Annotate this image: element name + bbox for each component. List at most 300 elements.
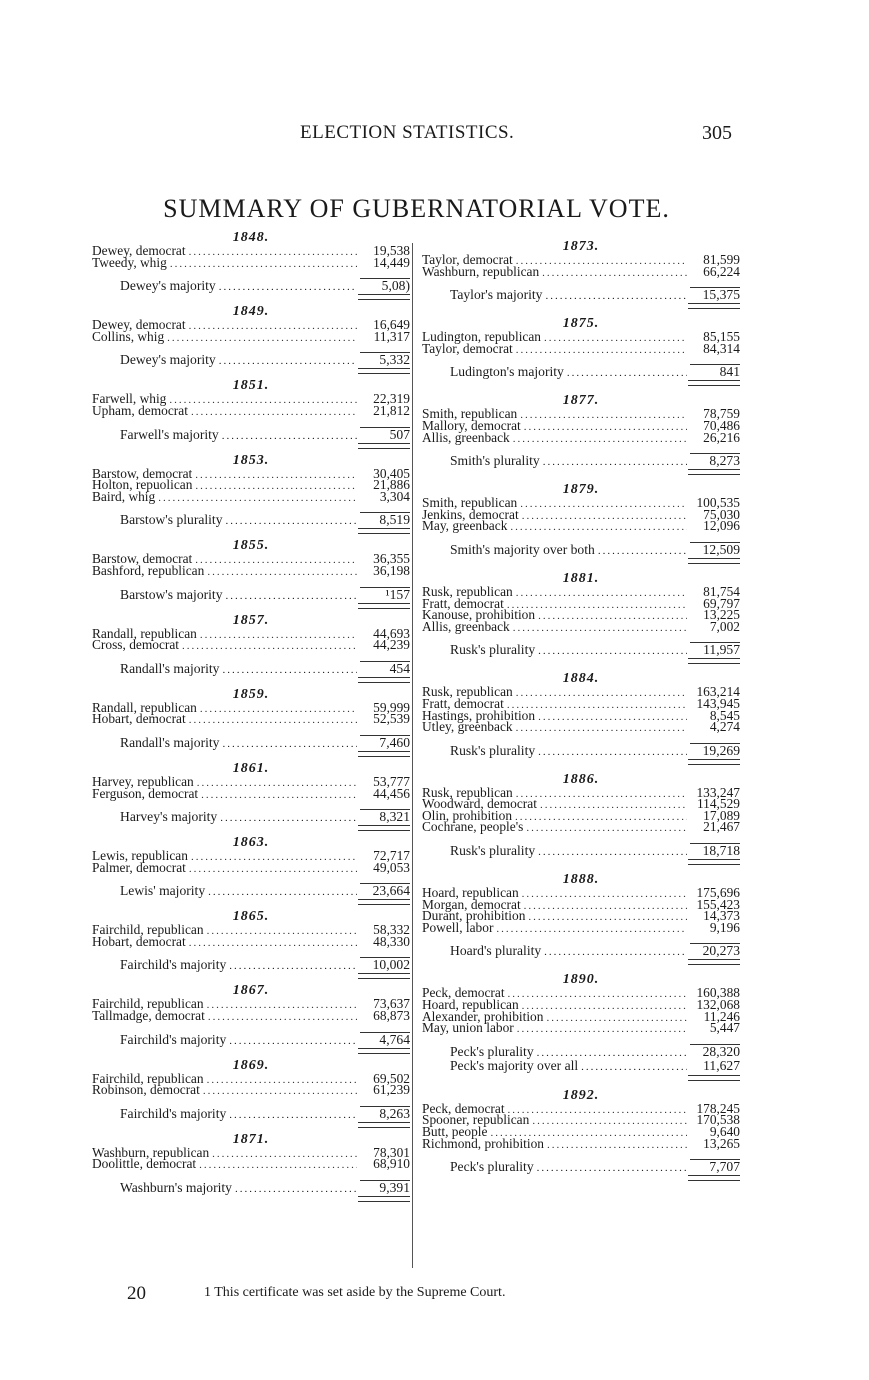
vote-count: 14,449 (373, 254, 410, 270)
result-label: Rusk's plurality (450, 843, 536, 859)
candidate-name: Hoard, republican (422, 885, 519, 901)
result-value: 19,269 (690, 743, 740, 757)
vote-count: 68,873 (373, 1008, 410, 1024)
result-row (422, 743, 740, 758)
candidate-row (422, 1135, 740, 1151)
election-year: 1886. (562, 771, 600, 787)
result-row (92, 352, 410, 367)
result-value: 8,519 (360, 512, 410, 526)
dot-leader (207, 1075, 357, 1087)
election-section (92, 1133, 410, 1207)
candidate-name: Butt, people (422, 1124, 488, 1139)
candidate-name: Rusk, republican (422, 583, 513, 599)
candidate-name: Peck, democrat (422, 1100, 505, 1116)
result-label: Fairchild's majority (120, 1031, 227, 1047)
dot-leader (508, 989, 687, 1001)
vote-count: 30,405 (373, 465, 410, 481)
dot-leader (189, 321, 357, 333)
vote-count: 8,545 (709, 707, 740, 723)
election-year: 1888. (562, 872, 600, 888)
dot-leader (537, 1163, 687, 1175)
election-year: 1853. (232, 452, 270, 468)
result-label: Farwell's majority (120, 426, 219, 442)
candidate-name: Tweedy, whig (92, 254, 167, 270)
election-year: 1884. (562, 671, 600, 687)
dot-leader (189, 715, 357, 727)
result-value: 18,718 (690, 843, 740, 857)
dot-leader (235, 1184, 357, 1196)
vote-count: 36,198 (373, 562, 410, 578)
dot-leader (167, 333, 357, 345)
dot-leader (189, 864, 357, 876)
election-year: 1890. (562, 972, 600, 988)
election-year: 1867. (232, 983, 270, 999)
column-divider (412, 243, 413, 1268)
election-year: 1865. (232, 909, 270, 925)
right-column (422, 240, 740, 1189)
running-head (0, 122, 869, 146)
candidate-row (422, 919, 740, 935)
result-row (422, 943, 740, 958)
election-section (422, 1089, 740, 1189)
candidate-name: Fairchild, republican (92, 922, 204, 938)
dot-leader (170, 259, 357, 271)
candidate-name: Hobart, democrat (92, 711, 186, 727)
dot-leader (169, 395, 357, 407)
result-label: Fairchild's majority (120, 957, 227, 973)
result-value: 7,707 (690, 1159, 740, 1173)
dot-leader (516, 588, 687, 600)
candidate-row (422, 520, 740, 532)
dot-leader (203, 1086, 357, 1098)
dot-leader (195, 555, 357, 567)
vote-count: 21,467 (703, 819, 740, 835)
vote-count: 85,155 (703, 329, 740, 345)
footnote: 1 This certificate was set aside by the Supreme Court. (204, 1285, 506, 1300)
candidate-name: Fratt, democrat (422, 695, 504, 711)
dot-leader (195, 481, 357, 493)
vote-count: 133,247 (696, 784, 740, 800)
result-label: Randall's majority (120, 660, 220, 676)
dot-leader (526, 823, 687, 835)
election-section (422, 973, 740, 1088)
candidate-name: Smith, republican (422, 495, 518, 511)
result-label: Barstow's majority (120, 586, 223, 602)
result-label: Lewis' majority (120, 883, 206, 899)
vote-count: 17,089 (703, 807, 740, 823)
vote-count: 13,265 (703, 1135, 740, 1151)
dot-leader (542, 268, 687, 280)
result-label: Smith's majority over both (450, 541, 595, 557)
dot-leader (208, 887, 357, 899)
election-section (92, 688, 410, 762)
dot-leader (219, 282, 357, 294)
dot-leader (545, 291, 687, 303)
vote-count: 7,002 (709, 618, 740, 634)
candidate-name: Powell, labor (422, 919, 494, 935)
candidate-name: Richmond, prohibition (422, 1135, 544, 1151)
dot-leader (229, 961, 357, 973)
result-row (92, 1106, 410, 1121)
vote-count: 11,317 (373, 328, 410, 344)
candidate-row (92, 785, 410, 801)
candidate-name: Alexander, prohibition (422, 1008, 544, 1024)
candidate-name: Robinson, democrat (92, 1082, 200, 1098)
dot-leader (496, 924, 687, 936)
vote-count: 163,214 (696, 684, 740, 700)
candidate-name: Ludington, republican (422, 329, 541, 345)
election-section (92, 454, 410, 540)
candidate-name: Fairchild, republican (92, 996, 204, 1012)
vote-count: 14,373 (703, 908, 740, 924)
vote-count: 78,301 (373, 1144, 410, 1160)
candidate-name: Washburn, republican (92, 1144, 210, 1160)
vote-count: 21,886 (373, 477, 410, 493)
candidate-name: Allis, greenback (422, 618, 510, 634)
vote-count: 132,068 (696, 997, 740, 1013)
result-value: 23,664 (360, 883, 410, 897)
candidate-name: Rusk, republican (422, 684, 513, 700)
candidate-name: Durant, prohibition (422, 908, 526, 924)
dot-leader (524, 422, 687, 434)
vote-count: 5,447 (709, 1020, 740, 1036)
dot-leader (522, 511, 687, 523)
election-year: 1861. (232, 760, 270, 776)
result-label: Rusk's plurality (450, 742, 536, 758)
election-section (92, 762, 410, 836)
candidate-name: Kanouse, prohibition (422, 607, 536, 623)
candidate-name: Farwell, whig (92, 391, 167, 407)
election-section (422, 572, 740, 672)
vote-count: 69,797 (703, 595, 740, 611)
result-row (92, 427, 410, 442)
vote-count: 58,332 (373, 922, 410, 938)
result-row (92, 809, 410, 824)
election-year: 1857. (232, 612, 270, 628)
result-value: 11,627 (703, 1057, 740, 1073)
result-row (92, 1180, 410, 1195)
vote-count: 75,030 (703, 506, 740, 522)
candidate-name: Barstow, democrat (92, 465, 193, 481)
dot-leader (189, 247, 357, 259)
dot-leader (516, 723, 687, 735)
dot-leader (581, 1062, 687, 1074)
election-year: 1855. (232, 538, 270, 554)
result-value: 15,375 (690, 287, 740, 301)
dot-leader (508, 1105, 687, 1117)
dot-leader (567, 368, 687, 380)
result-label: Taylor's majority (450, 287, 543, 303)
result-row (92, 735, 410, 750)
election-year: 1881. (562, 570, 600, 586)
candidate-name: May, union labor (422, 1020, 514, 1036)
candidate-name: Cross, democrat (92, 637, 180, 653)
vote-count: 52,539 (373, 711, 410, 727)
dot-leader (226, 591, 357, 603)
candidate-row (92, 254, 410, 270)
candidate-name: Hoard, republican (422, 997, 519, 1013)
dot-leader (522, 1001, 687, 1013)
candidate-name: Woodward, democrat (422, 796, 537, 812)
candidate-name: Tallmadge, democrat (92, 1008, 205, 1024)
candidate-name: Randall, republican (92, 699, 197, 715)
dot-leader (544, 947, 687, 959)
vote-count: 21,812 (373, 402, 410, 418)
candidate-name: Olin, prohibition (422, 807, 513, 823)
election-year: 1879. (562, 482, 600, 498)
candidate-name: Mallory, democrat (422, 417, 521, 433)
result-label: Peck's majority over all (450, 1057, 579, 1073)
candidate-name: Collins, whig (92, 328, 165, 344)
vote-count: 49,053 (373, 859, 410, 875)
election-section (422, 873, 740, 973)
candidate-name: Barstow, democrat (92, 551, 193, 567)
result-label: Ludington's majority (450, 364, 564, 380)
result-value: ¹157 (360, 587, 410, 601)
dot-leader (200, 704, 357, 716)
result-label: Washburn's majority (120, 1180, 232, 1196)
result-value: 11,957 (690, 642, 740, 656)
result-value: 7,460 (360, 735, 410, 749)
vote-count: 59,999 (373, 699, 410, 715)
result-row (92, 278, 410, 293)
dot-leader (219, 356, 357, 368)
candidate-name: Baird, whig (92, 488, 156, 504)
vote-count: 160,388 (696, 985, 740, 1001)
candidate-row (92, 402, 410, 418)
candidate-name: Jenkins, democrat (422, 506, 519, 522)
candidate-name: Peck, democrat (422, 985, 505, 1001)
result-row (422, 1059, 740, 1074)
candidate-row (92, 1084, 410, 1096)
candidate-row (422, 263, 740, 279)
candidate-name: Hobart, democrat (92, 933, 186, 949)
candidate-row (92, 859, 410, 875)
candidate-name: Morgan, democrat (422, 896, 521, 912)
vote-count: 73,637 (373, 996, 410, 1012)
dot-leader (538, 712, 687, 724)
result-row (422, 642, 740, 657)
result-value: 454 (360, 661, 410, 675)
candidate-name: Doolittle, democrat (92, 1156, 197, 1172)
left-column (92, 231, 410, 1207)
vote-count: 44,239 (373, 637, 410, 653)
result-value: 5,332 (360, 352, 410, 366)
vote-count: 69,502 (373, 1070, 410, 1086)
dot-leader (515, 812, 687, 824)
dot-leader (195, 470, 357, 482)
dot-leader (547, 1140, 687, 1152)
candidate-name: Allis, greenback (422, 429, 510, 445)
candidate-name: Fairchild, republican (92, 1070, 204, 1086)
election-section (422, 240, 740, 317)
vote-count: 53,777 (373, 773, 410, 789)
result-row (422, 287, 740, 302)
result-label: Fairchild's majority (120, 1105, 227, 1121)
vote-count: 143,945 (696, 695, 740, 711)
dot-leader (207, 1000, 357, 1012)
dot-leader (543, 457, 687, 469)
candidate-name: Dewey, democrat (92, 317, 186, 333)
candidate-name: Dewey, democrat (92, 243, 186, 258)
dot-leader (510, 522, 687, 534)
vote-count: 178,245 (696, 1100, 740, 1116)
dot-leader (517, 1024, 687, 1036)
result-row (92, 883, 410, 898)
vote-count: 100,535 (696, 495, 740, 511)
vote-count: 61,239 (373, 1082, 410, 1098)
result-row (92, 661, 410, 676)
candidate-name: Holton, repuolican (92, 477, 193, 493)
candidate-name: Washburn, republican (422, 263, 540, 279)
candidate-row (92, 1010, 410, 1022)
candidate-name: Smith, republican (422, 406, 518, 422)
dot-leader (516, 688, 687, 700)
dot-leader (229, 1036, 357, 1048)
dot-leader (538, 611, 687, 623)
page-title (0, 194, 869, 224)
vote-count: 26,216 (703, 429, 740, 445)
election-section (422, 394, 740, 483)
dot-leader (222, 431, 357, 443)
dot-leader (182, 641, 357, 653)
election-year: 1859. (232, 686, 270, 702)
dot-leader (520, 499, 687, 511)
signature-mark: 20 (127, 1283, 146, 1304)
dot-leader (208, 1012, 357, 1024)
candidate-row (422, 618, 740, 634)
election-section (92, 614, 410, 688)
vote-count: 4,274 (709, 719, 740, 735)
candidate-name: Randall, republican (92, 625, 197, 641)
dot-leader (513, 623, 687, 635)
result-row (92, 957, 410, 972)
election-section (92, 836, 410, 910)
vote-count: 114,529 (696, 796, 740, 812)
election-year: 1869. (232, 1057, 270, 1073)
dot-leader (158, 493, 357, 505)
vote-count: 78,759 (703, 406, 740, 422)
dot-leader (207, 567, 357, 579)
election-section (422, 483, 740, 572)
result-value: 8,273 (690, 453, 740, 467)
result-label: Randall's majority (120, 734, 220, 750)
dot-leader (540, 800, 687, 812)
candidate-name: Utley, greenback (422, 719, 513, 735)
candidate-row (422, 1022, 740, 1034)
dot-leader (524, 901, 687, 913)
candidate-row (92, 713, 410, 725)
vote-count: 81,754 (703, 583, 740, 599)
dot-leader (513, 434, 687, 446)
candidate-name: Lewis, republican (92, 848, 188, 864)
election-section (422, 672, 740, 772)
candidate-row (92, 562, 410, 578)
election-section (92, 910, 410, 984)
vote-count: 9,640 (709, 1124, 740, 1139)
candidate-row (92, 1158, 410, 1170)
result-value: 28,320 (690, 1044, 740, 1058)
vote-count: 36,355 (373, 551, 410, 567)
candidate-row (92, 328, 410, 344)
vote-count: 68,910 (373, 1156, 410, 1172)
result-row (422, 542, 740, 557)
result-row (422, 843, 740, 858)
result-label: Rusk's plurality (450, 642, 536, 658)
result-row (422, 364, 740, 379)
result-row (422, 1044, 740, 1059)
vote-count: 72,717 (373, 848, 410, 864)
dot-leader (199, 1160, 357, 1172)
dot-leader (538, 847, 687, 859)
dot-leader (516, 256, 687, 268)
vote-count: 84,314 (703, 340, 740, 356)
dot-leader (538, 646, 687, 658)
dot-leader (522, 889, 687, 901)
candidate-row (422, 429, 740, 445)
dot-leader (191, 852, 357, 864)
dot-leader (197, 778, 357, 790)
result-label: Peck's plurality (450, 1159, 534, 1175)
vote-count: 155,423 (696, 896, 740, 912)
result-value: 507 (360, 427, 410, 441)
dot-leader (598, 546, 687, 558)
result-value: 8,321 (360, 809, 410, 823)
result-value: 841 (690, 364, 740, 378)
dot-leader (189, 938, 357, 950)
dot-leader (212, 1149, 357, 1161)
result-label: Harvey's majority (120, 809, 218, 825)
election-section (92, 231, 410, 305)
candidate-name: Fratt, democrat (422, 595, 504, 611)
candidate-name: Harvey, republican (92, 773, 194, 789)
dot-leader (516, 345, 687, 357)
dot-leader (222, 739, 357, 751)
election-year: 1851. (232, 378, 270, 394)
candidate-row (92, 933, 410, 949)
candidate-name: Taylor, democrat (422, 340, 513, 356)
candidate-name: May, greenback (422, 518, 508, 534)
dot-leader (546, 1013, 687, 1025)
result-label: Barstow's plurality (120, 512, 223, 528)
vote-count: 81,599 (703, 252, 740, 267)
result-label: Hoard's plurality (450, 943, 542, 959)
result-label: Dewey's majority (120, 352, 216, 368)
dot-leader (544, 333, 687, 345)
election-section (92, 539, 410, 613)
vote-count: 44,693 (373, 625, 410, 641)
election-year: 1863. (232, 835, 270, 851)
result-row (92, 512, 410, 527)
result-value: 5,08) (360, 278, 410, 292)
election-year: 1873. (562, 239, 600, 254)
vote-count: 22,319 (373, 391, 410, 407)
result-label: Peck's plurality (450, 1043, 534, 1059)
election-section (92, 1059, 410, 1133)
vote-count: 70,486 (703, 417, 740, 433)
candidate-name: Cochrane, people's (422, 819, 524, 835)
dot-leader (191, 407, 357, 419)
vote-count: 170,538 (696, 1112, 740, 1128)
election-year: 1849. (232, 304, 270, 320)
election-section (92, 379, 410, 453)
vote-count: 12,096 (703, 518, 740, 534)
page-number: 305 (702, 122, 732, 144)
election-section (92, 984, 410, 1058)
candidate-row (92, 488, 410, 504)
dot-leader (222, 665, 357, 677)
vote-count: 9,196 (709, 919, 740, 935)
